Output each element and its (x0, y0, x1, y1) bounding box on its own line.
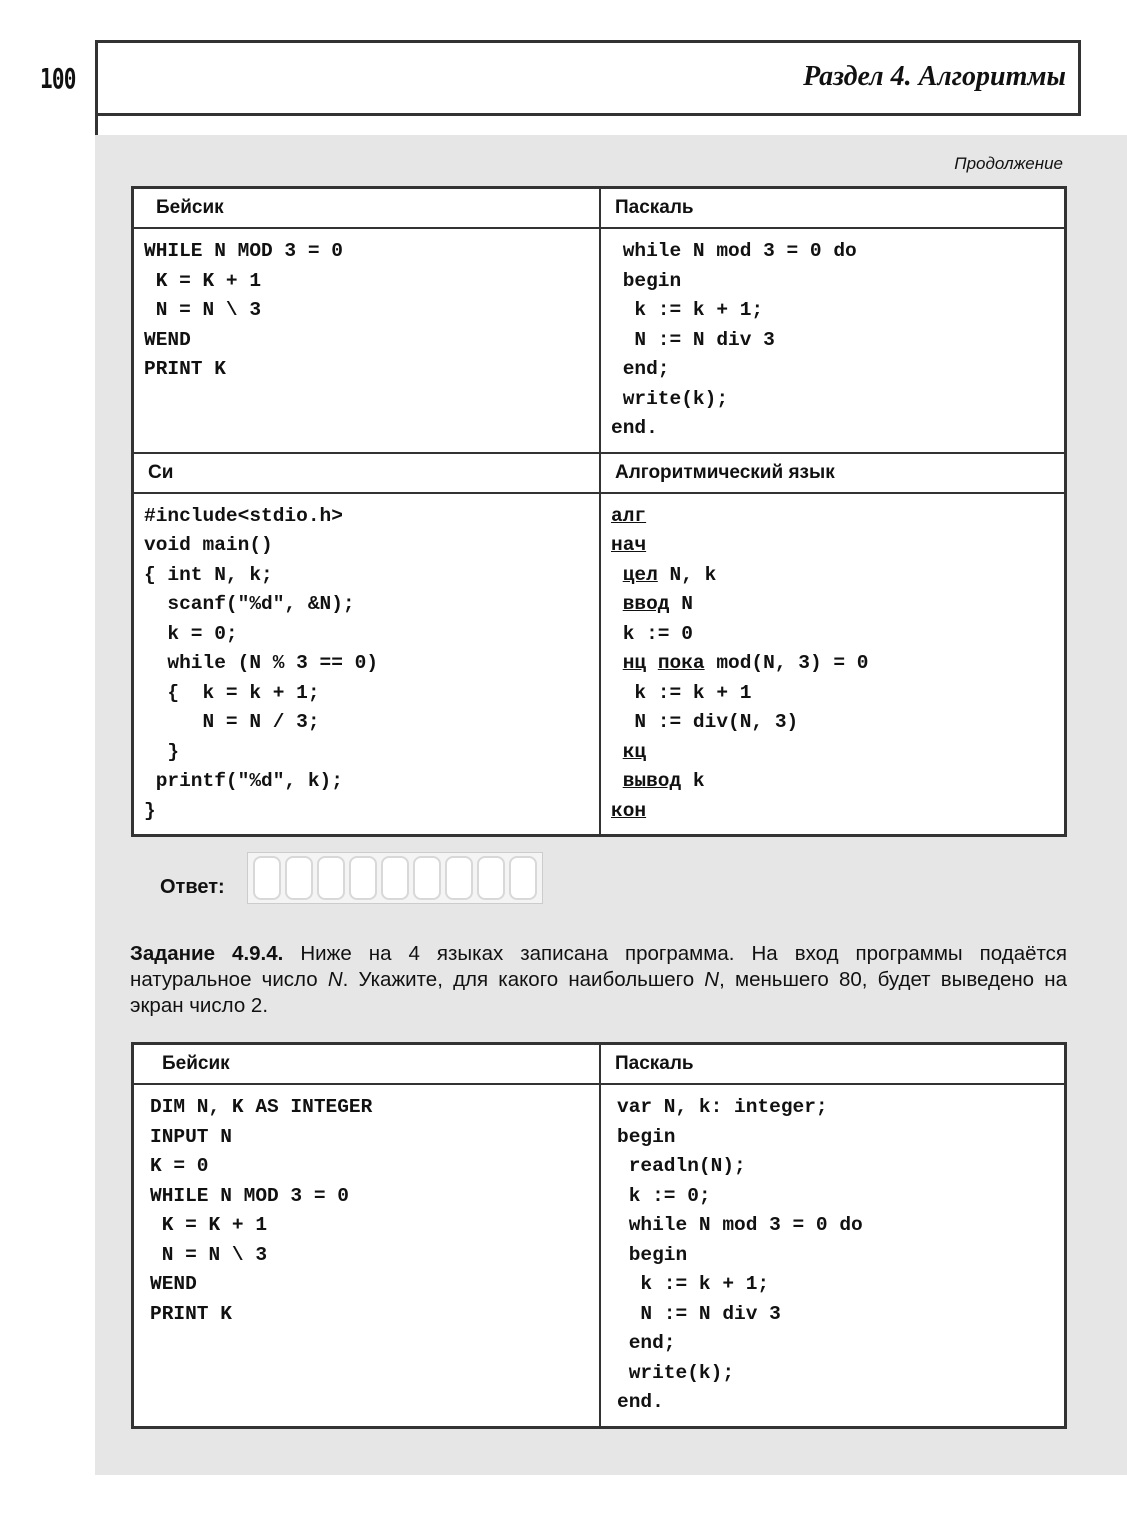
task-number: Задание 4.9.4. (130, 942, 284, 965)
table1-algo-header: Алгоритмический язык (615, 461, 835, 483)
algo-keyword: пока (657, 652, 705, 674)
code-table-1 (131, 186, 1067, 837)
table2-pascal-header: Паскаль (615, 1053, 694, 1074)
answer-cell[interactable] (253, 856, 281, 900)
answer-cell[interactable] (445, 856, 473, 900)
table1-algo-code (601, 494, 1064, 835)
algo-keyword: ввод (622, 593, 670, 615)
table2-pascal-code: var N, k: integer; begin readln(N); k := 0; while N mod 3 = 0 do begin k := k + 1; N := N div 3 end; write(k); end. (617, 1096, 863, 1413)
table1-basic-code: WHILE N MOD 3 = 0 K = K + 1 N = N \ 3 WEND PRINT K (144, 240, 343, 380)
table1-basic-header: Бейсик (156, 197, 224, 218)
answer-cell[interactable] (349, 856, 377, 900)
algo-line (611, 502, 1054, 532)
page-header (95, 40, 1081, 116)
algo-line: N := div(N, 3) (634, 711, 799, 733)
algo-line: нц пока mod(N, 3) = 0 (622, 652, 869, 674)
algo-line (611, 531, 1054, 561)
answer-cell[interactable] (317, 856, 345, 900)
answer-cell[interactable] (477, 856, 505, 900)
table2-basic-code: DIM N, K AS INTEGER INPUT N K = 0 WHILE N MOD 3 = 0 K = K + 1 N = N \ 3 WEND PRINT K (150, 1096, 373, 1325)
answer-cell[interactable] (509, 856, 537, 900)
algo-keyword: алг (611, 504, 647, 527)
algo-keyword: цел (622, 563, 658, 586)
algo-line (611, 797, 1054, 827)
table2-basic-header: Бейсик (162, 1053, 230, 1074)
task-description: Задание 4.9.4. Ниже на 4 языках записана программа. На вход программы подаётся натуральное число N. Укажите, для какого наибольшего N, меньшего 80, будет выведено на экран число 2. (130, 942, 1068, 1017)
algo-line: цел N, k (622, 563, 717, 586)
algo-line: ввод N (622, 593, 693, 615)
algo-line: k := 0 (622, 622, 693, 645)
header-divider (95, 113, 98, 135)
algo-line (611, 738, 1054, 768)
algo-keyword: нач (611, 534, 647, 556)
page-number: 100 (40, 62, 76, 95)
algo-keyword: кц (622, 740, 647, 763)
answer-label: Ответ: (160, 876, 225, 898)
table1-c-header: Си (148, 461, 174, 483)
algo-keyword: кон (611, 799, 647, 822)
continuation-label: Продолжение (954, 154, 1063, 173)
answer-input[interactable] (247, 852, 543, 904)
code-table-2 (131, 1042, 1067, 1429)
table1-pascal-header: Паскаль (615, 197, 694, 218)
answer-cell[interactable] (381, 856, 409, 900)
answer-cell[interactable] (285, 856, 313, 900)
algo-keyword: вывод (622, 770, 682, 792)
answer-cell[interactable] (413, 856, 441, 900)
algo-line: k := k + 1 (634, 681, 752, 704)
algo-line: вывод k (622, 770, 705, 792)
section-title: Раздел 4. Алгоритмы (803, 61, 1066, 92)
algo-keyword: нц (622, 652, 647, 674)
table1-pascal-code: while N mod 3 = 0 do begin k := k + 1; N := N div 3 end; write(k); end. (611, 240, 857, 439)
table1-c-code: #include<stdio.h> void main() { int N, k; scanf("%d", &N); k = 0; while (N % 3 == 0) { k = k + 1; N = N / 3; } printf("%d", k); } (144, 504, 379, 822)
